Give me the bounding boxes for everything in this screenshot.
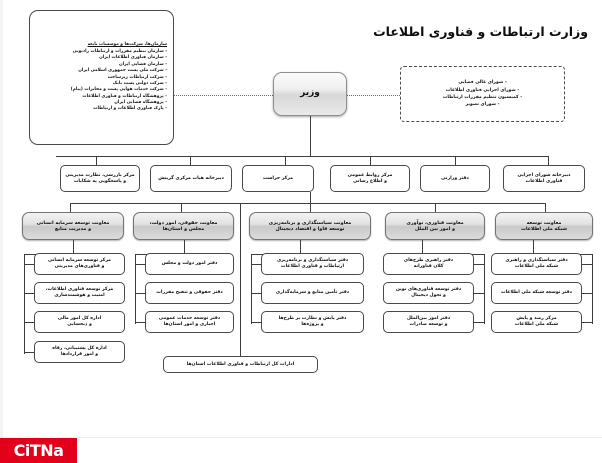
- staff-office-selection-board-secretariat[interactable]: [150, 165, 232, 192]
- connector-technology-stem: [422, 240, 423, 254]
- connector-drop-deputy-policy: [310, 203, 311, 212]
- connector-human-capital-branch-4: [24, 352, 34, 353]
- connector-drop-deputy-technology: [435, 203, 436, 212]
- deputy-label-line: و امور بین الملل: [414, 226, 456, 232]
- connector-drop-selection-board: [190, 156, 191, 165]
- connector-nin-rail: [592, 254, 593, 324]
- connector-policy-branch-2: [251, 293, 261, 294]
- deputy-label-line: معاونت توسعه سرمایه انسانی: [36, 219, 110, 226]
- staff-office-secretariat-it-exec-council[interactable]: [503, 165, 585, 192]
- office-monitoring-projects[interactable]: [261, 311, 364, 333]
- affiliated-organizations-title: سازمان‌ها، شرکت‌ها و موسسات تابعه: [87, 42, 167, 48]
- deputy-label-line: توسعه فاوا و اقتصاد دیجیتال: [275, 226, 345, 232]
- office-label-line: و توسعه صادرات: [409, 322, 448, 327]
- staff-office-public-relations[interactable]: [330, 165, 410, 192]
- office-public-service-provinces[interactable]: [145, 311, 234, 333]
- affiliated-organization-item: - پژوهشگاه فضایی ایران: [114, 100, 167, 105]
- page-left-edge: [0, 0, 3, 438]
- connector-policy-branch-1: [251, 264, 261, 265]
- staff-office-protection-center[interactable]: [242, 165, 314, 192]
- office-label-line: امنیت و هوشمندسازی: [54, 293, 105, 298]
- citna-watermark: [0, 438, 77, 463]
- connector-nin-branch-2: [582, 293, 592, 294]
- minister-label: وزیر: [300, 88, 320, 99]
- office-label-line: دفتر امور دولت و مجلس: [161, 261, 218, 267]
- office-label-line: و تحول دیجیتال: [411, 293, 446, 298]
- affiliated-organizations-panel: [29, 10, 174, 145]
- deputy-human-capital-resource-management[interactable]: [22, 212, 124, 240]
- connector-staff-bus: [56, 156, 548, 157]
- office-label-line: دفتر توسعه شبکه ملی اطلاعات: [500, 290, 573, 296]
- office-label-line: مرکز رصد و پایش: [516, 316, 557, 322]
- connector-drop-secretariat: [548, 156, 549, 165]
- connector-drop-deputy-legal: [181, 203, 182, 212]
- connector-drop-inspection: [96, 156, 97, 165]
- office-label-line: دفتر سیاستگذاری و راهبری: [505, 258, 568, 264]
- deputy-label-line: و مدیریت منابع: [54, 226, 92, 232]
- office-label-line: و امور قراردادها: [60, 352, 99, 357]
- office-legal-regulations[interactable]: [145, 282, 234, 304]
- office-label-line: دفتر راهبری طرح‌های: [403, 258, 454, 264]
- office-government-parliament[interactable]: [145, 253, 234, 275]
- affiliated-organization-item: - شرکت خدمات هوایی پست و مخابرات (پیام): [70, 87, 167, 93]
- office-ict-policy-planning[interactable]: [261, 253, 364, 275]
- connector-legal-branch-2: [135, 293, 145, 294]
- affiliated-organization-item: - شرکت ارتباطات زیرساخت: [107, 74, 167, 80]
- deputy-technology-innovation-international[interactable]: [385, 212, 485, 240]
- office-label-line: شبکه ملی اطلاعات: [514, 264, 559, 269]
- deputy-label-line: شبکه ملی اطلاعات: [520, 226, 568, 232]
- connector-affiliated-to-minister: [174, 95, 273, 96]
- connector-nin-stem: [533, 240, 534, 254]
- provincial-ict-directorates[interactable]: [163, 356, 318, 373]
- connector-human-capital-branch-2: [24, 293, 34, 294]
- office-label-line: شبکه ملی اطلاعات: [514, 322, 559, 327]
- citna-watermark-text: CiTNa: [13, 441, 64, 460]
- council-item: - شورای اجرایی فناوری اطلاعات: [445, 87, 520, 93]
- office-label-line: و فناوری‌های مدیریتی: [54, 264, 105, 269]
- staff-office-line: و اطلاع رسانی: [353, 178, 387, 184]
- staff-office-inspection-center[interactable]: [60, 165, 140, 192]
- connector-minister-stem: [310, 116, 311, 156]
- office-finance-accounting[interactable]: [34, 311, 125, 333]
- footer-strip: [77, 437, 602, 463]
- deputy-label-line: معاونت حقوقی، امور دولت،: [149, 219, 218, 226]
- office-it-security-smartization[interactable]: [34, 282, 125, 304]
- councils-panel: [400, 66, 565, 122]
- staff-office-line: مرکز بازرسی، نظارت مدیریتی: [65, 172, 135, 178]
- staff-office-line: مرکز حراست: [263, 175, 293, 181]
- deputy-label-line: معاونت سیاستگذاری و برنامه‌ریزی: [268, 219, 352, 226]
- staff-office-ministerial-office[interactable]: [420, 165, 490, 192]
- connector-human-capital-branch-3: [24, 322, 34, 323]
- council-item: - شورای عالی فضایی: [458, 80, 507, 86]
- connector-nin-branch-1: [582, 264, 592, 265]
- affiliated-organization-item: - پارک فناوری اطلاعات و ارتباطات: [93, 106, 167, 112]
- affiliated-organization-item: - سازمان تنظیم مقررات و ارتباطات رادیویی: [72, 49, 167, 55]
- connector-drop-deputy-human-capital: [70, 203, 71, 212]
- connector-technology-rail: [484, 254, 485, 324]
- connector-minister-to-deputy-bus: [310, 192, 311, 203]
- connector-deputy-bus: [70, 203, 545, 204]
- office-nin-policy-strategy[interactable]: [491, 253, 582, 275]
- connector-technology-branch-2: [474, 293, 484, 294]
- office-label-line: دفتر تأمین منابع و سرمایه‌گذاری: [275, 290, 350, 296]
- connector-technology-branch-1: [474, 264, 484, 265]
- office-label-line: اداره کل پشتیبانی، رفاه: [52, 346, 107, 352]
- office-label-line: و پروژه‌ها: [301, 322, 324, 327]
- affiliated-organization-item: - شرکت دولتی پست بانک: [112, 80, 167, 86]
- office-new-tech-digital-transformation[interactable]: [383, 282, 474, 304]
- minister-node[interactable]: [273, 72, 347, 116]
- office-nin-monitoring[interactable]: [491, 311, 582, 333]
- staff-office-line: دبیرخانه هیات مرکزی گزینش: [158, 175, 224, 181]
- staff-office-line: مرکز روابط عمومی: [347, 172, 393, 178]
- council-item: - شورای تصویر: [465, 102, 500, 108]
- page-title: وزارت ارتباطات و فناوری اطلاعات: [373, 24, 588, 39]
- staff-office-line: دفتر وزارتی: [441, 175, 469, 181]
- deputy-label-line: مجلس و استان‌ها: [162, 226, 205, 232]
- connector-minister-to-councils: [347, 95, 400, 96]
- connector-human-capital-branch-1: [24, 264, 34, 265]
- connector-human-capital-rail: [24, 254, 25, 354]
- staff-office-line: دبیرخانه شورای اجرایی: [517, 172, 571, 178]
- affiliated-organization-item: - سازمان فضایی ایران: [118, 61, 167, 67]
- connector-policy-stem: [300, 240, 301, 254]
- connector-nin-branch-3: [582, 322, 592, 323]
- deputy-national-information-network[interactable]: [495, 212, 593, 240]
- office-label-line: و ذیحسابی: [67, 322, 92, 327]
- office-support-welfare-contracts[interactable]: [34, 341, 125, 363]
- connector-drop-ministerial-office: [455, 156, 456, 165]
- deputy-policy-planning-ict-digital-economy[interactable]: [249, 212, 371, 240]
- office-label-line: دفتر توسعه فناوری‌های نوین: [395, 287, 462, 293]
- office-label-line: ارتباطات و فناوری اطلاعات: [280, 264, 345, 269]
- deputy-label-line: معاونت فناوری، نوآوری: [406, 219, 464, 226]
- office-label-line: دفتر حقوقی و تنقیح مقررات: [156, 290, 223, 296]
- affiliated-organization-item: - سازمان فناوری اطلاعات ایران: [99, 55, 167, 61]
- office-label-line: دفتر سیاستگذاری و برنامه‌ریزی: [276, 258, 349, 264]
- office-macro-projects-steering[interactable]: [383, 253, 474, 275]
- affiliated-organization-item: - شرکت ملی پست جمهوری اسلامی ایران: [78, 68, 167, 74]
- connector-legal-branch-3: [135, 322, 145, 323]
- staff-office-line: و پاسخگویی به شکایات: [73, 178, 127, 184]
- council-item: - کمیسیون تنظیم مقررات ارتباطات: [442, 95, 523, 100]
- deputy-label-line: معاونت توسعه: [526, 219, 562, 226]
- connector-drop-deputy-nin: [545, 203, 546, 212]
- office-financing-investment[interactable]: [261, 282, 364, 304]
- office-label-line: دفتر امور بین‌الملل: [406, 316, 451, 322]
- staff-office-line: فناوری اطلاعات: [525, 178, 563, 184]
- connector-provincial-vertical: [240, 203, 241, 356]
- deputy-legal-government-parliament-provinces[interactable]: [133, 212, 234, 240]
- connector-technology-branch-3: [474, 322, 484, 323]
- office-international-exports[interactable]: [383, 311, 474, 333]
- connector-legal-branch-1: [135, 264, 145, 265]
- connector-legal-stem: [184, 240, 185, 254]
- connector-drop-protection: [285, 156, 286, 165]
- office-label-line: مرکز توسعه سرمایه انسانی: [47, 258, 112, 264]
- office-label-line: اجباری و امور استان‌ها: [163, 322, 216, 327]
- office-label-line: کلان فناورانه: [413, 264, 444, 269]
- provincial-directorates-label: ادارات کل ارتباطات و فناوری اطلاعات استان‌ها: [186, 361, 295, 367]
- office-human-capital-mgmt-tech[interactable]: [34, 253, 125, 275]
- connector-drop-public-relations: [370, 156, 371, 165]
- office-nin-development[interactable]: [491, 282, 582, 304]
- office-label-line: دفتر پایش و نظارت بر طرح‌ها: [278, 316, 347, 322]
- connector-human-capital-stem: [73, 240, 74, 254]
- office-label-line: مرکز توسعه فناوری اطلاعات،: [45, 287, 114, 293]
- affiliated-organization-item: - پژوهشگاه ارتباطات و فناوری اطلاعات: [82, 93, 167, 99]
- office-label-line: دفتر توسعه خدمات عمومی: [158, 316, 221, 322]
- connector-policy-branch-3: [251, 322, 261, 323]
- office-label-line: اداره کل امور مالی: [57, 316, 102, 322]
